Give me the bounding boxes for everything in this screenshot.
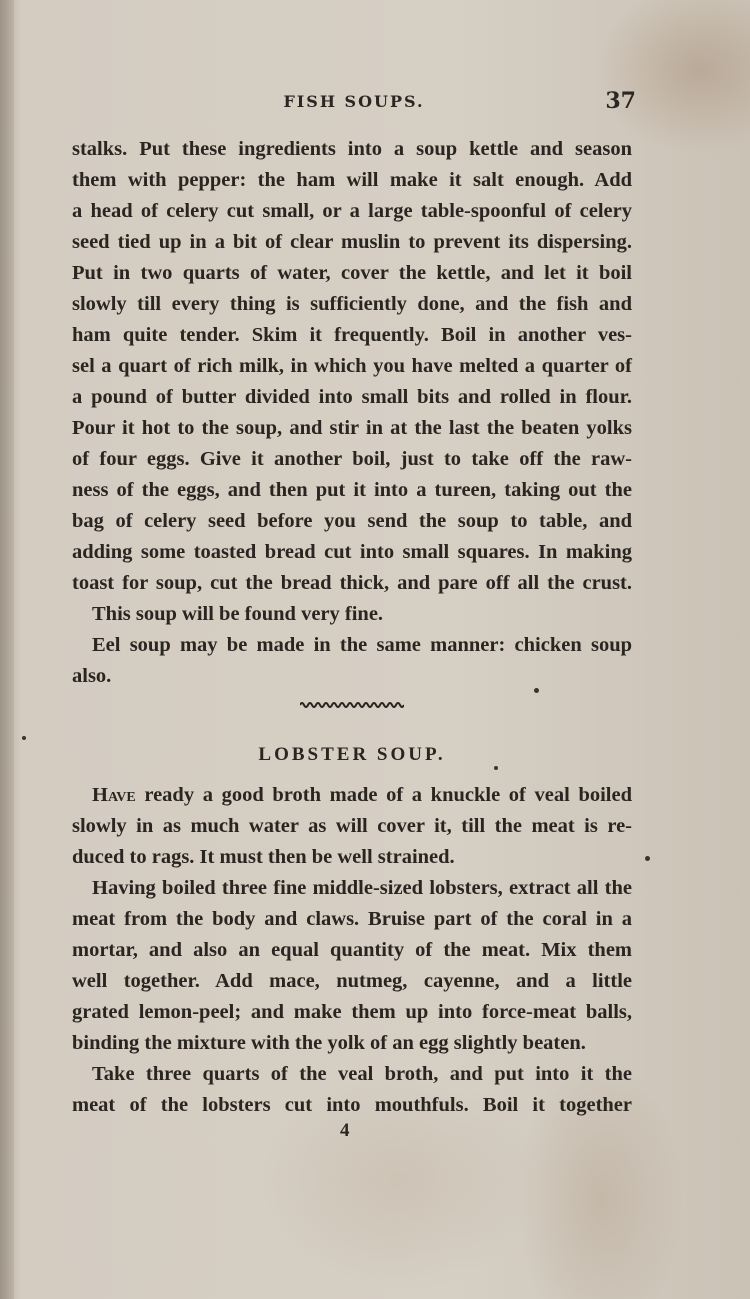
text-line: slowly in as much water as will cover it, till the meat is re-	[72, 815, 632, 837]
lead-word: Have	[92, 784, 136, 806]
text-line: adding some toasted bread cut into small squares. In making	[72, 541, 632, 563]
text-line: ness of the eggs, and then put it into a tureen, taking out the	[72, 479, 632, 501]
paper-speck	[645, 856, 650, 861]
text-line: mortar, and also an equal quantity of the meat. Mix them	[72, 939, 632, 961]
text-line: meat of the lobsters cut into mouthfuls. Boil it together	[72, 1094, 632, 1116]
text-line: Pour it hot to the soup, and stir in at the last the beaten yolks	[72, 417, 632, 439]
text-line: grated lemon-peel; and make them up into force-meat balls,	[72, 1001, 632, 1023]
page-number: 37	[605, 88, 636, 114]
text-line-rest: ready a good broth made of a knuckle of veal boiled	[135, 784, 632, 806]
text-line: ham quite tender. Skim it frequently. Boil in another ves-	[72, 324, 632, 346]
text-line: also.	[72, 665, 112, 687]
text-line: duced to rags. It must then be well strained.	[72, 846, 455, 868]
text-line: stalks. Put these ingredients into a soup kettle and season	[72, 138, 632, 160]
text-line: Put in two quarts of water, cover the kettle, and let it boil	[72, 262, 632, 284]
paper-speck	[22, 736, 26, 740]
signature-mark: 4	[340, 1120, 350, 1141]
text-line: sel a quart of rich milk, in which you have melted a quarter of	[72, 355, 632, 377]
text-line: seed tied up in a bit of clear muslin to prevent its dispersing.	[72, 231, 632, 253]
paper-speck	[534, 688, 539, 693]
section-divider-ornament	[300, 700, 404, 710]
paper-speck	[494, 766, 498, 770]
section-title: LOBSTER SOUP.	[258, 744, 446, 765]
text-line: a head of celery cut small, or a large table-spoonful of celery	[72, 200, 632, 222]
text-line	[72, 780, 632, 811]
text-line: well together. Add mace, nutmeg, cayenne, and a little	[72, 970, 632, 992]
fish-soup-continuation	[72, 134, 632, 692]
text-line: bag of celery seed before you send the soup to table, and	[72, 510, 632, 532]
text-line: binding the mixture with the yolk of an egg slightly beaten.	[72, 1032, 586, 1054]
lobster-soup-text	[72, 780, 632, 1121]
text-line: meat from the body and claws. Bruise part of the coral in a	[72, 908, 632, 930]
text-line: toast for soup, cut the bread thick, and pare off all the crust.	[72, 572, 632, 594]
text-line: them with pepper: the ham will make it salt enough. Add	[72, 169, 632, 191]
page-header	[74, 88, 634, 118]
text-line: Take three quarts of the veal broth, and put into it the	[92, 1063, 632, 1085]
paragraph-fine: This soup will be found very fine.	[92, 603, 384, 625]
page-gutter	[0, 0, 14, 1299]
text-line: Having boiled three fine middle-sized lobsters, extract all the	[92, 877, 632, 899]
text-line: a pound of butter divided into small bits and rolled in flour.	[72, 386, 632, 408]
text-line: of four eggs. Give it another boil, just to take off the raw-	[72, 448, 632, 470]
paragraph-eel-soup: Eel soup may be made in the same manner: chicken soup	[92, 634, 632, 656]
text-line: slowly till every thing is sufficiently done, and the fish and	[72, 293, 632, 315]
running-title: FISH SOUPS.	[283, 92, 425, 111]
